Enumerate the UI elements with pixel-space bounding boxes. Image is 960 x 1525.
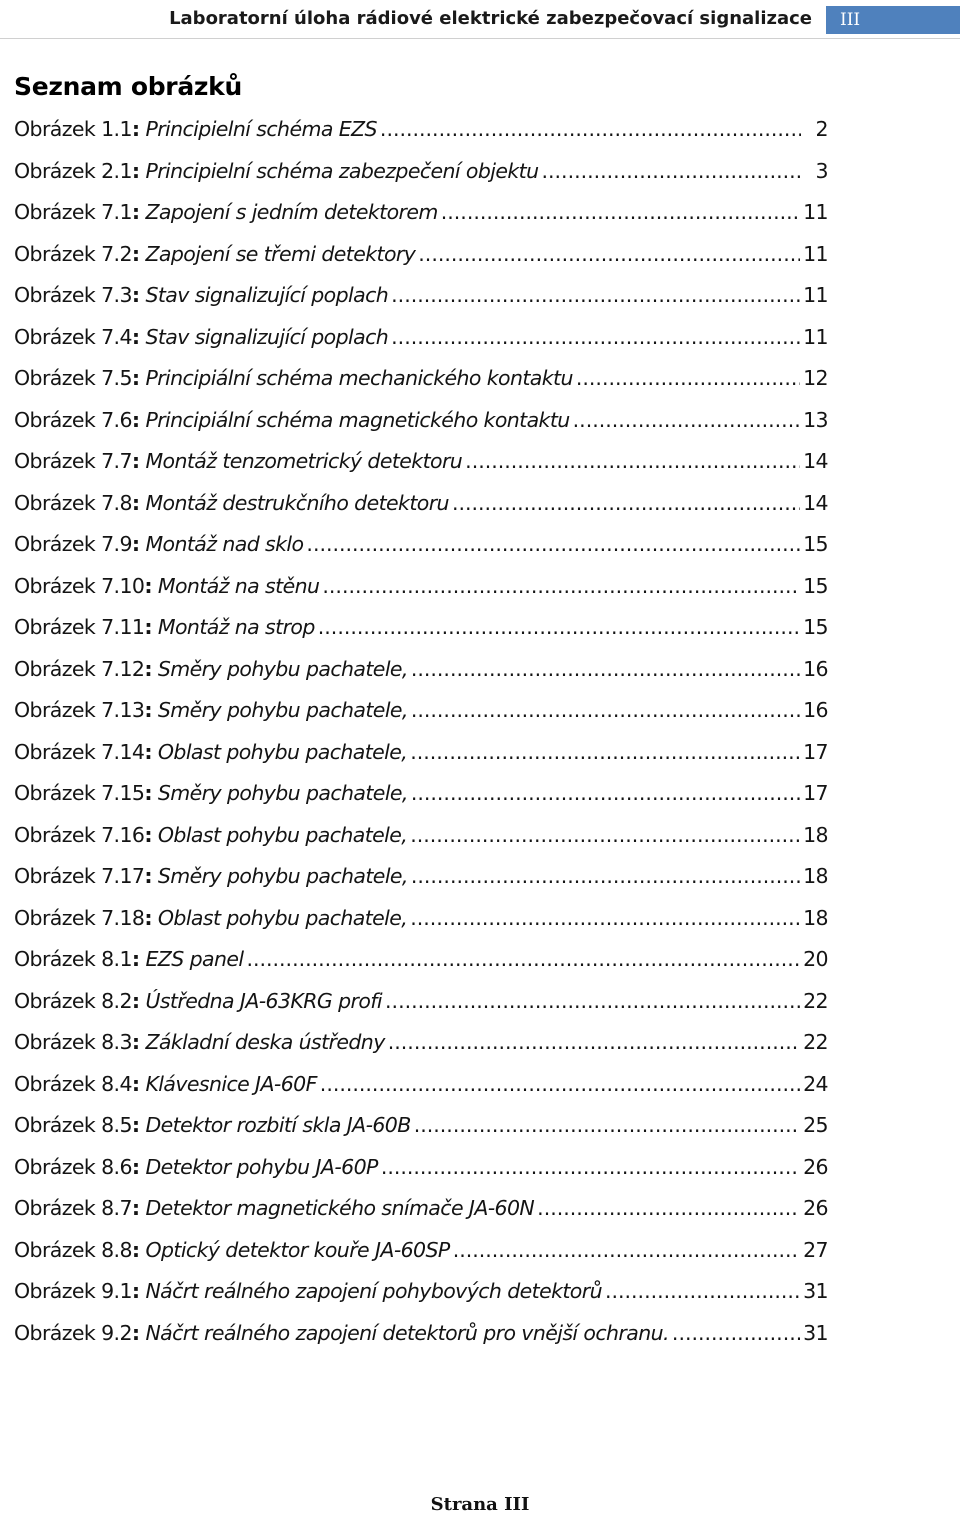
page-number: 18: [803, 864, 828, 888]
label-separator: :: [131, 1030, 140, 1054]
figure-label: Obrázek 7.13: [14, 698, 145, 722]
header-title: Laboratorní úloha rádiové elektrické zabezpečovací signalizace: [169, 8, 812, 29]
page-number: 22: [803, 1030, 828, 1054]
figure-label: Obrázek 8.5: [14, 1113, 132, 1137]
figure-caption: EZS panel: [145, 947, 244, 971]
figure-label: Obrázek 8.2: [14, 988, 132, 1013]
page-number: 16: [803, 656, 828, 681]
toc-entry[interactable]: [14, 864, 828, 906]
figure-caption: Stav signalizující poplach: [145, 324, 389, 349]
figure-caption: Oblast pohybu pachatele,: [157, 905, 408, 930]
figure-label: Obrázek 9.1: [14, 1279, 132, 1303]
toc-entry[interactable]: [14, 117, 828, 159]
toc-entry[interactable]: [14, 1279, 828, 1321]
figure-caption: Oblast pohybu pachatele,: [157, 822, 408, 847]
dot-leader: [391, 325, 800, 349]
toc-entry[interactable]: [14, 408, 828, 450]
toc-entry[interactable]: [14, 325, 828, 367]
figure-caption: Ústředna JA-63KRG profi: [145, 988, 383, 1013]
toc-entry[interactable]: [14, 491, 828, 533]
label-separator: :: [144, 905, 152, 930]
page-number: 22: [803, 988, 828, 1013]
toc-entry[interactable]: [14, 283, 828, 325]
figure-label: Obrázek 7.8: [14, 490, 132, 515]
dot-leader: [672, 1321, 800, 1345]
figure-label: Obrázek 8.3: [14, 1030, 132, 1054]
label-separator: :: [131, 324, 140, 349]
entry-text: [14, 532, 303, 556]
figure-caption: Směry pohybu pachatele,: [157, 656, 408, 681]
figure-label: Obrázek 7.4: [14, 324, 132, 349]
entry-text: [14, 1113, 411, 1137]
toc-entry[interactable]: [14, 1072, 828, 1114]
page-number: 15: [803, 532, 828, 556]
page-number: 17: [803, 781, 828, 805]
figure-caption: Montáž na stěnu: [157, 573, 320, 598]
entry-text: [14, 1072, 317, 1096]
figure-label: Obrázek 1.1: [14, 117, 132, 141]
label-separator: :: [131, 1320, 140, 1345]
figure-caption: Zapojení se třemi detektory: [145, 241, 416, 266]
figure-label: Obrázek 8.4: [14, 1071, 132, 1096]
label-separator: :: [144, 615, 152, 639]
entry-text: [14, 574, 319, 598]
entry-text: [14, 325, 388, 349]
figure-caption: Principiální schéma mechanického kontaktu: [145, 366, 573, 390]
dot-leader: [573, 408, 800, 432]
page-footer: Strana III: [430, 1494, 530, 1515]
list-of-figures: [14, 117, 828, 1362]
entry-text: [14, 906, 407, 930]
figure-label: Obrázek 7.12: [14, 656, 145, 681]
figure-label: Obrázek 7.17: [14, 864, 145, 888]
entry-text: [14, 781, 408, 805]
label-separator: :: [131, 407, 140, 432]
dot-leader: [411, 657, 800, 681]
dot-leader: [605, 1279, 800, 1303]
figure-label: Obrázek 8.7: [14, 1196, 132, 1220]
page-number: 11: [803, 241, 828, 266]
entry-text: [14, 615, 315, 639]
toc-entry[interactable]: [14, 1321, 828, 1363]
label-separator: :: [131, 1113, 140, 1137]
toc-entry[interactable]: [14, 1155, 828, 1197]
figure-caption: Základní deska ústředny: [145, 1030, 385, 1054]
dot-leader: [418, 242, 800, 266]
entry-text: [14, 1238, 450, 1262]
figure-caption: Principielní schéma zabezpečení objektu: [145, 158, 539, 183]
label-separator: :: [131, 117, 140, 141]
figure-caption: Směry pohybu pachatele,: [157, 781, 408, 805]
page-number-badge: III: [826, 6, 960, 34]
page-number: 13: [803, 407, 828, 432]
entry-text: [14, 366, 573, 390]
figure-label: Obrázek 7.10: [14, 573, 145, 598]
figure-caption: Směry pohybu pachatele,: [157, 864, 408, 888]
entry-text: [14, 449, 462, 473]
dot-leader: [411, 698, 800, 722]
toc-entry[interactable]: [14, 159, 828, 201]
page-number: 25: [803, 1113, 828, 1137]
toc-entry[interactable]: [14, 781, 828, 823]
entry-text: [14, 864, 408, 888]
section-heading: Seznam obrázků: [14, 72, 242, 101]
dot-leader: [410, 906, 800, 930]
page-number: 16: [803, 698, 828, 722]
figure-caption: Montáž nad sklo: [145, 532, 304, 556]
entry-text: [14, 1030, 385, 1054]
label-separator: :: [144, 822, 152, 847]
toc-entry[interactable]: [14, 366, 828, 408]
dot-leader: [542, 159, 802, 183]
entry-text: [14, 698, 408, 722]
label-separator: :: [131, 1071, 140, 1096]
dot-leader: [320, 1072, 800, 1096]
label-separator: :: [131, 1196, 140, 1220]
dot-leader: [318, 615, 800, 639]
entry-text: [14, 117, 377, 141]
label-separator: :: [144, 739, 152, 764]
dot-leader: [465, 449, 800, 473]
page-number: 18: [803, 822, 828, 847]
figure-label: Obrázek 7.15: [14, 781, 145, 805]
running-header: [0, 6, 960, 34]
dot-leader: [453, 1238, 800, 1262]
dot-leader: [385, 989, 800, 1013]
label-separator: :: [144, 573, 152, 598]
toc-entry[interactable]: [14, 449, 828, 491]
label-separator: :: [131, 1279, 140, 1303]
label-separator: :: [131, 200, 140, 224]
figure-caption: Montáž tenzometrický detektoru: [145, 449, 463, 473]
page-number: 11: [803, 283, 828, 307]
entry-text: [14, 200, 438, 224]
page-number: 11: [803, 200, 828, 224]
entry-text: [14, 242, 415, 266]
entry-text: [14, 1279, 602, 1303]
label-separator: :: [131, 449, 140, 473]
page-number: 3: [815, 158, 828, 183]
figure-caption: Montáž na strop: [157, 615, 315, 639]
page-number: 26: [803, 1154, 828, 1179]
figure-label: Obrázek 7.6: [14, 407, 132, 432]
toc-entry[interactable]: [14, 200, 828, 242]
label-separator: :: [131, 988, 140, 1013]
figure-label: Obrázek 7.3: [14, 283, 132, 307]
entry-text: [14, 408, 570, 432]
figure-caption: Stav signalizující poplach: [145, 283, 389, 307]
header-divider: [0, 38, 960, 39]
figure-label: Obrázek 7.1: [14, 200, 132, 224]
toc-entry[interactable]: [14, 242, 828, 284]
label-separator: :: [131, 366, 140, 390]
page-number: 31: [803, 1279, 828, 1303]
figure-caption: Montáž destrukčního detektoru: [145, 490, 449, 515]
dot-leader: [388, 1030, 800, 1054]
page-number: 20: [803, 947, 828, 971]
dot-leader: [411, 781, 800, 805]
figure-label: Obrázek 7.11: [14, 615, 145, 639]
label-separator: :: [144, 656, 152, 681]
figure-caption: Oblast pohybu pachatele,: [157, 739, 408, 764]
toc-entry[interactable]: [14, 989, 828, 1031]
dot-leader: [452, 491, 800, 515]
toc-entry[interactable]: [14, 1113, 828, 1155]
page-number: 24: [803, 1071, 828, 1096]
dot-leader: [537, 1196, 800, 1220]
figure-caption: Detektor rozbití skla JA-60B: [145, 1113, 411, 1137]
figure-caption: Klávesnice JA-60F: [145, 1071, 317, 1096]
dot-leader: [441, 200, 800, 224]
label-separator: :: [144, 864, 152, 888]
dot-leader: [410, 823, 800, 847]
entry-text: [14, 740, 407, 764]
page-number: 14: [803, 490, 828, 515]
figure-caption: Principiální schéma magnetického kontaktu: [145, 407, 570, 432]
label-separator: :: [131, 532, 140, 556]
figure-caption: Náčrt reálného zapojení detektorů pro vnější ochranu.: [145, 1320, 669, 1345]
page-number: 11: [803, 324, 828, 349]
entry-text: [14, 159, 539, 183]
figure-label: Obrázek 7.16: [14, 822, 145, 847]
figure-label: Obrázek 7.18: [14, 905, 145, 930]
figure-label: Obrázek 9.2: [14, 1320, 132, 1345]
figure-label: Obrázek 8.6: [14, 1154, 132, 1179]
figure-caption: Principielní schéma EZS: [145, 117, 377, 141]
figure-caption: Optický detektor kouře JA-60SP: [145, 1237, 450, 1262]
figure-label: Obrázek 7.14: [14, 739, 145, 764]
dot-leader: [306, 532, 800, 556]
toc-entry[interactable]: [14, 947, 828, 989]
dot-leader: [381, 1155, 800, 1179]
figure-label: Obrázek 2.1: [14, 158, 132, 183]
toc-entry[interactable]: [14, 532, 828, 574]
page-number: 2: [815, 117, 828, 141]
page-number: 14: [803, 449, 828, 473]
page-number: 18: [803, 905, 828, 930]
page-number: 15: [803, 615, 828, 639]
toc-entry[interactable]: [14, 1196, 828, 1238]
label-separator: :: [131, 283, 140, 307]
figure-label: Obrázek 7.5: [14, 366, 132, 390]
toc-entry[interactable]: [14, 823, 828, 865]
label-separator: :: [131, 241, 140, 266]
label-separator: :: [131, 1154, 140, 1179]
toc-entry[interactable]: [14, 574, 828, 616]
toc-entry[interactable]: [14, 906, 828, 948]
label-separator: :: [131, 490, 140, 515]
toc-entry[interactable]: [14, 740, 828, 782]
entry-text: [14, 1155, 378, 1179]
dot-leader: [246, 947, 800, 971]
entry-text: [14, 491, 449, 515]
dot-leader: [380, 117, 801, 141]
figure-caption: Směry pohybu pachatele,: [157, 698, 408, 722]
figure-caption: Zapojení s jedním detektorem: [145, 200, 438, 224]
figure-label: Obrázek 7.9: [14, 532, 132, 556]
entry-text: [14, 1196, 534, 1220]
figure-caption: Náčrt reálného zapojení pohybových detektorů: [145, 1279, 602, 1303]
dot-leader: [322, 574, 800, 598]
toc-entry[interactable]: [14, 1238, 828, 1280]
page-number: 15: [803, 573, 828, 598]
label-separator: :: [131, 158, 140, 183]
entry-text: [14, 1321, 669, 1345]
figure-label: Obrázek 8.8: [14, 1237, 132, 1262]
page-number: 26: [803, 1196, 828, 1220]
dot-leader: [410, 740, 800, 764]
figure-label: Obrázek 7.2: [14, 241, 132, 266]
toc-entry[interactable]: [14, 615, 828, 657]
page-number: 12: [803, 366, 828, 390]
entry-text: [14, 823, 407, 847]
dot-leader: [576, 366, 800, 390]
label-separator: :: [144, 698, 152, 722]
entry-text: [14, 989, 382, 1013]
figure-caption: Detektor magnetického snímače JA-60N: [145, 1196, 535, 1220]
label-separator: :: [144, 781, 152, 805]
dot-leader: [391, 283, 800, 307]
figure-label: Obrázek 7.7: [14, 449, 132, 473]
dot-leader: [414, 1113, 800, 1137]
page-number: 31: [803, 1320, 828, 1345]
figure-caption: Detektor pohybu JA-60P: [145, 1154, 378, 1179]
dot-leader: [411, 864, 800, 888]
figure-label: Obrázek 8.1: [14, 947, 132, 971]
toc-entry[interactable]: [14, 698, 828, 740]
page-number: 27: [803, 1237, 828, 1262]
label-separator: :: [131, 1237, 140, 1262]
label-separator: :: [131, 947, 140, 971]
entry-text: [14, 283, 388, 307]
toc-entry[interactable]: [14, 1030, 828, 1072]
page-number: 17: [803, 739, 828, 764]
toc-entry[interactable]: [14, 657, 828, 699]
entry-text: [14, 657, 408, 681]
entry-text: [14, 947, 243, 971]
